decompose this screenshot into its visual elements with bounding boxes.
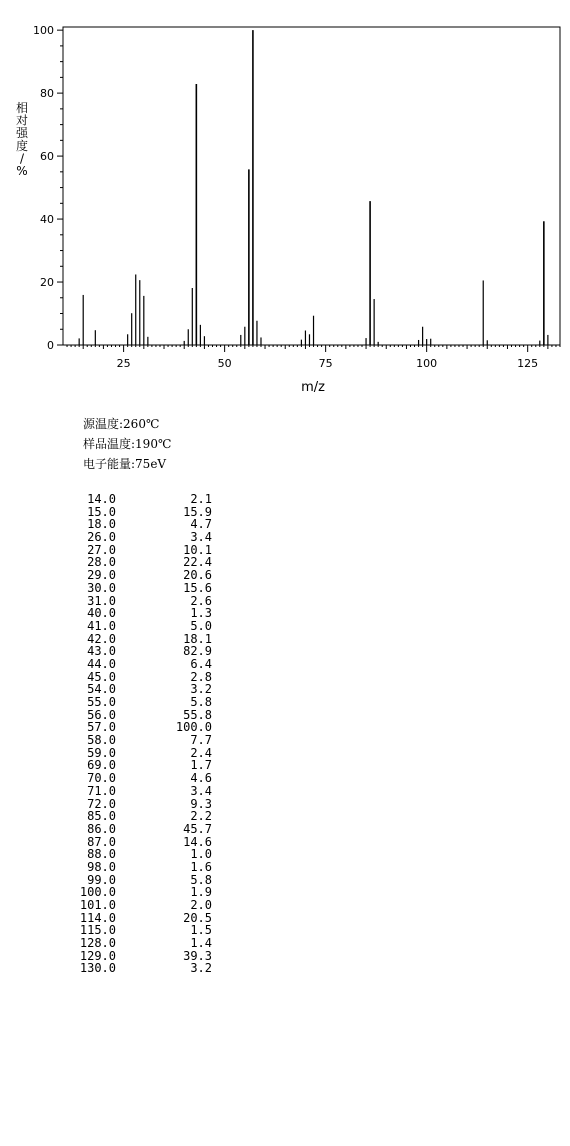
peak-mz: 43.0 [87,644,116,659]
peak-table-row [66,772,212,785]
peak-mz: 57.0 [87,720,116,735]
peak-mz: 27.0 [87,542,116,557]
peak-abundance: 5.0 [190,618,212,633]
peak-abundance: 20.6 [183,568,212,583]
peak-abundance: 18.1 [183,631,212,646]
peak-mz: 86.0 [87,821,116,836]
peak-mz: 114.0 [79,910,116,925]
peak-table-row [66,582,212,595]
peak-mz: 130.0 [79,961,116,976]
y-major-ticks [33,24,63,352]
peak-abundance: 1.6 [190,859,212,874]
condition-line: 样品温度:190℃ [83,437,172,451]
peak-mz: 15.0 [87,504,116,519]
plot-frame [63,27,560,345]
peak-abundance: 100.0 [175,720,212,735]
peak-abundance: 3.2 [190,961,212,976]
peak-abundance: 7.7 [190,733,212,748]
peak-mz: 55.0 [87,695,116,709]
peak-table-row [66,569,212,582]
y-axis-label-char: % [16,164,28,178]
peak-table-row [66,899,212,912]
peak-abundance: 9.3 [190,796,212,811]
y-axis-label-char: 对 [15,113,29,128]
x-major-ticks [117,345,539,370]
peak-table-row [66,531,212,544]
peak-abundance: 82.9 [183,644,212,659]
peak-table-row [66,962,212,975]
peak-mz: 99.0 [87,872,116,887]
peak-mz: 101.0 [79,898,116,912]
peak-abundance: 2.1 [190,492,212,506]
peak-abundance: 22.4 [183,555,212,570]
peak-abundance: 6.4 [190,656,212,671]
mass-spectrum-chart [0,0,570,400]
y-axis-label-char: 相 [15,101,29,115]
peak-abundance: 2.2 [190,809,212,824]
peak-mz: 100.0 [79,885,116,900]
peak-mz: 40.0 [87,606,116,621]
peak-abundance: 45.7 [183,821,212,836]
peak-mz: 71.0 [87,783,116,798]
peak-table-row [66,785,212,798]
y-axis-label-char: 度 [15,138,29,153]
peak-table-row [66,861,212,874]
peak-mz: 56.0 [87,707,116,722]
peak-abundance: 55.8 [183,707,212,722]
x-tick-label: 100 [416,357,438,370]
peak-abundance: 3.4 [190,783,212,798]
peak-abundance: 4.6 [190,771,212,786]
peak-table-row [66,734,212,747]
peak-abundance: 1.3 [190,606,212,621]
peak-mz: 58.0 [87,733,116,748]
peak-mz: 88.0 [87,847,116,862]
peak-abundance: 20.5 [183,910,212,925]
peak-table-row [66,607,212,620]
y-tick-label: 20 [40,276,54,290]
x-tick-label: 50 [217,357,232,370]
y-tick-label: 80 [40,87,54,101]
peak-abundance: 4.7 [190,517,212,532]
y-tick-label: 0 [47,339,54,352]
condition-line: 电子能量:75eV [83,457,167,471]
peak-mz: 42.0 [87,631,116,646]
peak-mz: 30.0 [87,580,116,595]
peak-mz: 41.0 [87,618,116,633]
peak-mz: 129.0 [79,948,116,963]
x-tick-label: 125 [517,357,539,370]
peak-abundance: 15.6 [183,580,212,595]
peak-mz: 54.0 [87,682,116,697]
peak-mz: 69.0 [87,758,116,773]
peak-abundance: 1.9 [190,885,212,900]
peak-table-row [66,493,212,506]
peak-abundance: 2.8 [190,669,212,684]
peak-abundance: 1.7 [190,758,212,773]
peak-abundance: 2.6 [190,593,212,608]
peak-table-row [66,658,212,671]
peak-table-row [66,823,212,836]
peak-abundance: 39.3 [183,948,212,963]
peak-mz: 70.0 [87,771,116,786]
peak-mz: 128.0 [79,936,116,951]
y-axis-label-char: / [19,151,25,166]
peak-bars [79,30,548,345]
peak-mz: 18.0 [87,517,116,532]
y-tick-label: 40 [40,213,54,227]
peak-abundance: 3.2 [190,682,212,697]
peak-abundance: 5.8 [190,872,212,887]
peak-abundance: 1.0 [190,847,212,862]
peak-mz: 98.0 [87,859,116,874]
peak-mz: 29.0 [87,568,116,583]
peak-table-row [66,937,212,950]
y-axis-label-char: 强 [15,126,29,141]
peak-abundance: 1.5 [190,923,212,938]
condition-line: 源温度:260℃ [83,417,160,431]
peak-table-row [66,620,212,633]
peak-abundance: 2.0 [190,898,212,912]
peak-mz: 44.0 [87,656,116,671]
x-tick-label: 75 [318,357,333,370]
peak-mz: 59.0 [87,745,116,760]
y-tick-label: 100 [33,24,54,38]
peak-abundance: 1.4 [190,936,212,951]
peak-table-row [66,810,212,823]
peak-table-row [66,696,212,709]
x-minor-ticks [67,345,560,349]
peak-mz: 45.0 [87,669,116,684]
peak-abundance: 2.4 [190,745,212,760]
peak-abundance: 15.9 [183,504,212,519]
x-axis-label: m/z [301,380,325,395]
peak-mz: 87.0 [87,834,116,849]
peak-table [66,493,212,975]
peak-mz: 115.0 [79,923,116,938]
peak-abundance: 14.6 [183,834,212,849]
peak-mz: 72.0 [87,796,116,811]
peak-abundance: 10.1 [183,542,212,557]
peak-abundance: 5.8 [190,695,212,709]
peak-mz: 28.0 [87,555,116,570]
y-axis-label [16,100,29,178]
peak-mz: 26.0 [87,530,116,545]
peak-mz: 31.0 [87,593,116,608]
peak-mz: 14.0 [87,492,116,506]
x-tick-label: 25 [116,357,131,370]
y-tick-label: 60 [40,150,54,164]
peak-abundance: 3.4 [190,530,212,545]
peak-mz: 85.0 [87,809,116,824]
acquisition-conditions [83,414,171,474]
